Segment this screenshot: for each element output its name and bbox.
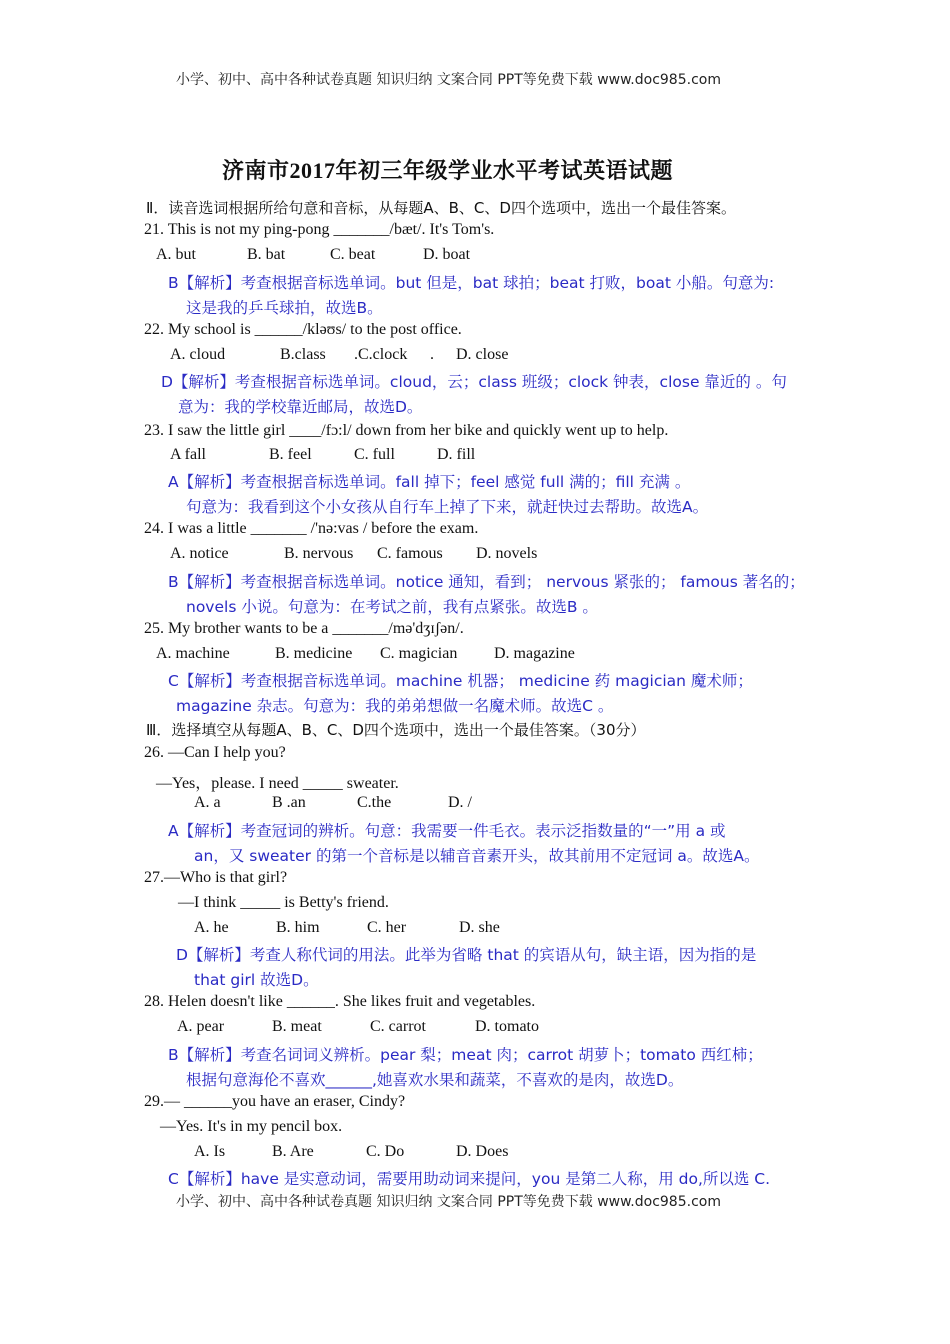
q22-option-d: D. close (456, 346, 509, 363)
q21-option-b: B. bat (247, 246, 286, 263)
q24-option-c: C. famous (377, 545, 443, 562)
q28-answer: B【解析】考查名词词义辨析。pear 梨；meat 肉；carrot 胡萝卜；tomato 西红柿； (168, 1046, 763, 1064)
q29-option-d: D. Does (456, 1143, 509, 1160)
q26-option-b: B .an (272, 794, 306, 811)
q29-option-a: A. Is (194, 1143, 226, 1160)
q23-option-a: A fall (170, 446, 206, 463)
q24-answer: B【解析】考查根据音标选单词。notice 通知，看到； nervous 紧张的； famous 著名的； (168, 573, 805, 591)
q29-reply: —Yes. It's in my pencil box. (160, 1118, 343, 1135)
q22-answer: D【解析】考查根据音标选单词。cloud，云；class 班级；clock 钟表，close 靠近的 。句 (161, 373, 787, 391)
q26-option-c: C.the (357, 794, 392, 811)
question-26: 26. —Can I help you? (144, 744, 286, 761)
q22-option-dot: . (430, 346, 434, 363)
q27-answer: D【解析】考查人称代词的用法。此举为省略 that 的宾语从句，缺主语，因为指的是 (176, 946, 757, 964)
q29-answer: C【解析】have 是实意动词，需要用助动词来提问，you 是第二人称，用 do,所以选 C. (168, 1170, 771, 1188)
section-2-heading: Ⅱ．读音选词根据所给句意和音标，从每题A、B、C、D四个选项中，选出一个最佳答案。 (146, 199, 736, 217)
question-21: 21. This is not my ping-pong _______/bæt/. It's Tom's. (144, 221, 495, 238)
question-24: 24. I was a little _______ /'nə:vas / before the exam. (144, 520, 479, 537)
q24-option-a: A. notice (170, 545, 229, 562)
q26-answer: A【解析】考查冠词的辨析。句意：我需要一件毛衣。表示泛指数量的“一”用 a 或 (168, 822, 726, 840)
q27-option-a: A. he (194, 919, 229, 936)
question-28: 28. Helen doesn't like ______. She likes fruit and vegetables. (144, 993, 536, 1010)
q23-answer: A【解析】考查根据音标选单词。fall 掉下；feel 感觉 full 满的；fill 充满 。 (168, 473, 691, 491)
q25-option-a: A. machine (156, 645, 230, 662)
q28-option-a: A. pear (177, 1018, 225, 1035)
q25-answer: C【解析】考查根据音标选单词。machine 机器； medicine 药 magician 魔术师； (168, 672, 753, 690)
q24-answer-cont: novels 小说。句意为：在考试之前，我有点紧张。故选B 。 (186, 598, 598, 616)
page-header: 小学、初中、高中各种试卷真题 知识归纳 文案合同 PPT等免费下载 www.doc985.com (176, 72, 721, 88)
q22-option-a: A. cloud (170, 346, 226, 363)
q21-option-d: D. boat (423, 246, 471, 263)
q26-option-a: A. a (194, 794, 221, 811)
q23-option-c: C. full (354, 446, 395, 463)
q28-option-c: C. carrot (370, 1018, 426, 1035)
question-27: 27.—Who is that girl? (144, 869, 288, 886)
q25-option-d: D. magazine (494, 645, 575, 662)
q23-option-b: B. feel (269, 446, 312, 463)
q28-option-b: B. meat (272, 1018, 322, 1035)
q26-reply: —Yes，please. I need _____ sweater. (156, 775, 399, 792)
q29-option-c: C. Do (366, 1143, 405, 1160)
q27-reply: —I think _____ is Betty's friend. (178, 894, 389, 911)
question-22: 22. My school is ______/kləʊs/ to the post office. (144, 321, 462, 338)
q22-answer-cont: 意为：我的学校靠近邮局，故选D。 (178, 398, 423, 416)
section-3-heading: Ⅲ．选择填空从每题A、B、C、D四个选项中，选出一个最佳答案。（30分） (146, 721, 646, 739)
q25-answer-cont: magazine 杂志。句意为：我的弟弟想做一名魔术师。故选C 。 (176, 697, 614, 715)
q24-option-d: D. novels (476, 545, 538, 562)
q27-option-c: C. her (367, 919, 407, 936)
question-25: 25. My brother wants to be a _______/mə'dʒɪʃən/. (144, 620, 464, 637)
q26-answer-cont: an，又 sweater 的第一个音标是以辅音音素开头，故其前用不定冠词 a。故选A。 (194, 847, 760, 865)
page-footer: 小学、初中、高中各种试卷真题 知识归纳 文案合同 PPT等免费下载 www.doc985.com (176, 1194, 721, 1210)
page-title: 济南市2017年初三年级学业水平考试英语试题 (222, 158, 674, 183)
q29-option-b: B. Are (272, 1143, 314, 1160)
q21-answer: B【解析】考查根据音标选单词。but 但是，bat 球拍；beat 打败，boat 小船。句意为: (168, 274, 775, 292)
q28-option-d: D. tomato (475, 1018, 539, 1035)
q27-answer-cont: that girl 故选D。 (194, 971, 319, 989)
q22-option-b: B.class (280, 346, 326, 363)
q21-option-a: A. but (156, 246, 196, 263)
q25-option-c: C. magician (380, 645, 458, 662)
q25-option-b: B. medicine (275, 645, 353, 662)
q22-option-c: .C.clock (354, 346, 408, 363)
q28-answer-cont: 根据句意海伦不喜欢______,她喜欢水果和蔬菜，不喜欢的是肉，故选D。 (186, 1071, 684, 1089)
q27-option-b: B. him (276, 919, 320, 936)
q23-option-d: D. fill (437, 446, 476, 463)
q21-answer-cont: 这是我的乒乓球拍，故选B。 (186, 299, 383, 317)
q24-option-b: B. nervous (284, 545, 354, 562)
q26-option-d: D. / (448, 794, 472, 811)
q21-option-c: C. beat (330, 246, 376, 263)
question-23: 23. I saw the little girl ____/fɔ:l/ down from her bike and quickly went up to help. (144, 422, 669, 439)
q23-answer-cont: 句意为：我看到这个小女孩从自行车上掉了下来，就赶快过去帮助。故选A。 (186, 498, 709, 516)
question-29: 29.— ______you have an eraser, Cindy? (144, 1093, 406, 1110)
q27-option-d: D. she (459, 919, 500, 936)
